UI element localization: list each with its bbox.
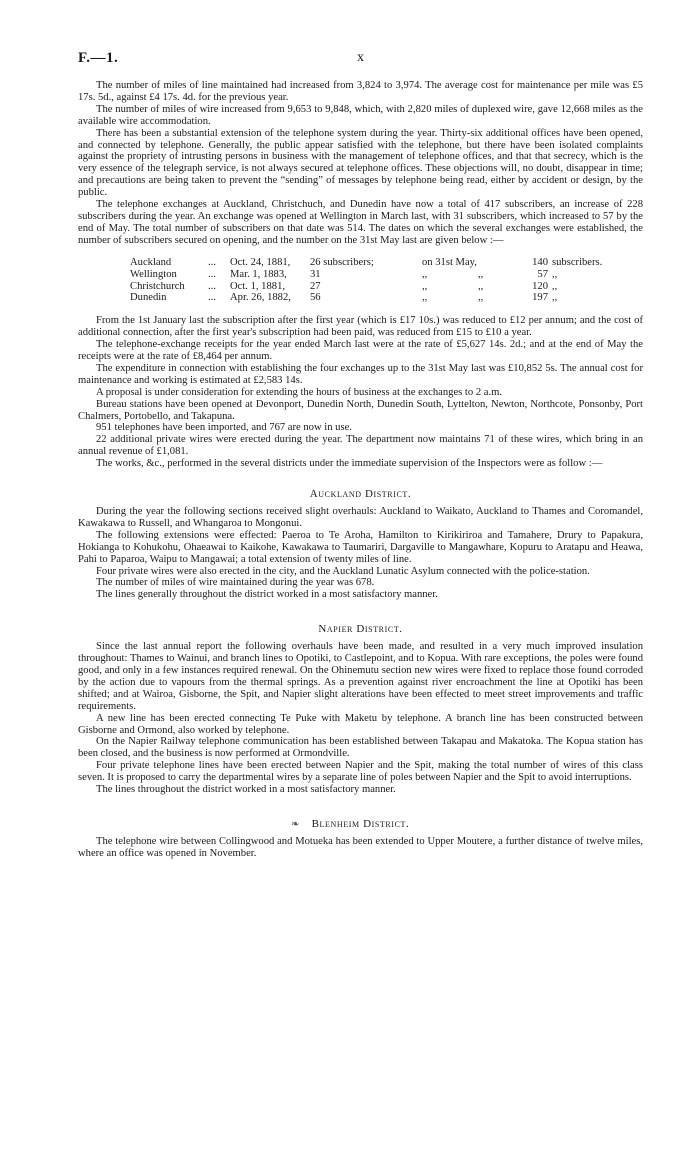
table-cell: on 31st May,: [422, 256, 477, 268]
paragraph: A proposal is under consideration for extending the hours of business at the exchanges to 2 a.m.: [96, 386, 503, 398]
paragraph: Four private telephone lines have been erected between Napier and the Spit, making the total number of wires of this class seven. It is proposed to carry the departmental wires by a separate line of poles between Napier and the Spit to avoid interruptions.: [78, 760, 643, 784]
table-cell: Wellington: [130, 268, 177, 280]
table-cell: Mar. 1, 1883,: [230, 268, 287, 280]
paper-reference: F.—1.: [78, 50, 119, 66]
paragraph: 22 additional private wires were erected during the year. The department now maintains 71 of these wires, which bring in an annual revenue of £1,081.: [78, 434, 643, 458]
section-heading-auckland: Auckland District.: [309, 488, 412, 501]
table-cell: ,,: [422, 292, 428, 304]
table-cell: ...: [208, 292, 216, 304]
paragraph: The telephone exchanges at Auckland, Christchuch, and Dunedin have now a total of 417 subscribers, an increase of 228 subscribers during the year. An exchange was opened at Wellington in March last, with 31 subscribers, which increased to 57 by the end of May. The total number of subscribers on that date was 514. The dates on which the several exchanges were established, the number of subscribers secured on opening, and the number on the 31st May last are given below :—: [78, 199, 643, 246]
table-row: [130, 281, 602, 293]
table-cell: ,,: [478, 280, 484, 292]
paragraph: 951 telephones have been imported, and 767 are now in use.: [96, 422, 352, 434]
exchange-table: [130, 257, 602, 305]
table-cell: ...: [208, 280, 216, 292]
table-cell: 26 subscribers;: [310, 256, 374, 268]
table-cell: ,,: [478, 292, 484, 304]
page-header: [78, 50, 643, 70]
paragraph: During the year the following sections received slight overhauls: Auckland to Waikato, Auckland to Thames and Coromandel, Kawakawa to Russell, and Whangaroa to Mongonui.: [78, 506, 643, 529]
paragraph: There has been a substantial extension of the telephone system during the year. Thirty-six additional offices have been opened, and connected by telephone. Generally, the public appear satisfied with the telephone, but there have been isolated complaints against the propriety of intrusting persons in business with the management of telephone offices, and that that secrecy, which is the very essence of the telegraph service, is not always secured at telephone offices. These objections will, no doubt, disappear in time; and precautions are being taken to prevent the “sending” of messages by telephone being read, either by accident or design, by the public.: [78, 127, 643, 199]
table-cell: ...: [208, 268, 216, 280]
paragraph: Four private wires were also erected in the city, and the Auckland Lunatic Asylum connected with the police-station.: [96, 565, 590, 577]
table-cell: Christchurch: [130, 280, 185, 292]
table-cell: 57: [537, 268, 548, 280]
paragraph: Bureau stations have been opened at Devonport, Dunedin North, Dunedin South, Lyttelton, Newton, Northcote, Ponsonby, Port Chalmers, Portobello, and Takapuna.: [78, 398, 643, 422]
table-cell: Oct. 24, 1881,: [230, 256, 291, 268]
paragraph: The telephone wire between Collingwood and Motueka has been extended to Upper Moutere, a further distance of twelve miles, where an office was opened in November.: [78, 835, 643, 859]
table-cell: ,,: [422, 280, 428, 292]
paragraph: The expenditure in connection with establishing the four exchanges up to the 31st May last was £10,852 5s. The annual cost for maintenance and working is estimated at £2,583 14s.: [78, 362, 643, 386]
heading-row-blenheim: [78, 819, 643, 831]
paragraph: The telephone-exchange receipts for the year ended March last were at the rate of £5,627 14s. 2d.; and at the end of May the receipts were at the rate of £8,464 per annum.: [78, 339, 643, 363]
table-row: [130, 292, 602, 304]
table-cell: ,,: [552, 268, 558, 280]
paragraph: From the 1st January last the subscription after the first year (which is £17 10s.) was reduced to £12 per annum; and the cost of additional connection, after the first year's subscription had been paid, was reduced from £15 to £10 a year.: [78, 315, 643, 339]
table-cell: ...: [208, 256, 216, 268]
paragraph: Since the last annual report the following overhauls have been made, and resulted in a very much improved insulation throughout: Thames to Wainui, and branch lines to Opotiki, to Castlepoint, and to Kopua. With rare exceptions, the poles were found good, and only in a few instances required renewal. On the Ohinemutu section new wires were fixed to replace those found corroded by the action due to vapours from the thermal springs. As a prevention against river encroachment the line at Opotiki has been shifted; and at Wairoa, Gisborne, the Spit, and Napier slight alterations have been effected to meet street improvements and traffic requirements.: [78, 641, 643, 712]
table-cell: subscribers.: [552, 256, 603, 268]
table-cell: 56: [310, 292, 321, 304]
page-number: x: [357, 50, 364, 65]
table-cell: Dunedin: [130, 292, 167, 304]
table-cell: Apr. 26, 1882,: [230, 292, 291, 304]
table-cell: 27: [310, 280, 321, 292]
table-cell: ,,: [552, 292, 558, 304]
paragraph: A new line has been erected connecting Te Puke with Maketu by telephone. A branch line has been constructed between Gisborne and Ormond, also worked by telephone.: [78, 712, 643, 736]
paragraph: The number of miles of wire increased from 9,653 to 9,848, which, with 2,820 miles of duplexed wire, gave 12,668 miles as the available wire accommodation.: [78, 103, 643, 127]
table-row: [130, 269, 602, 281]
table-cell: ,,: [552, 280, 558, 292]
table-cell: ,,: [422, 268, 428, 280]
table-cell: 31: [310, 268, 321, 280]
paragraph: The works, &c., performed in the several districts under the immediate supervision of the Inspectors were as follow :—: [96, 458, 603, 470]
table-cell: Auckland: [130, 256, 172, 268]
printer-ornament-icon: ❧: [291, 818, 300, 830]
table-cell: 140: [532, 256, 548, 268]
section-heading-napier: Napier District.: [318, 623, 403, 636]
section-heading-blenheim: Blenheim District.: [311, 817, 410, 830]
paragraph: The following extensions were effected: Paeroa to Te Aroha, Hamilton to Kirikiriroa and Tamahere, Drury to Papakura, Hokianga to Kohukohu, Ohaeawai to Kaikohe, Kawakawa to Taumariri, Dargaville to Mangawhare, Kopuru to Aratapu and Heawa, Pahi to Paparoa, Waipu to Mangawai; a total extension of twenty miles of line.: [78, 529, 643, 565]
body-text: [78, 80, 643, 860]
paragraph: The lines generally throughout the district worked in a most satisfactory manner.: [96, 589, 438, 601]
paragraph: The number of miles of wire maintained during the year was 678.: [96, 577, 375, 589]
table-cell: 120: [532, 280, 548, 292]
table-cell: [478, 257, 508, 269]
paragraph: The number of miles of line maintained had increased from 3,824 to 3,974. The average cost for maintenance per mile was £5 17s. 5d., against £4 17s. 4d. for the previous year.: [78, 80, 643, 103]
table-row: [130, 257, 602, 269]
table-cell: 197: [532, 292, 548, 304]
table-cell: Oct. 1, 1881,: [230, 280, 286, 292]
paragraph: On the Napier Railway telephone communication has been established between Takapau and Makatoka. The Kopua station has been closed, and the business is now performed at Ormondville.: [78, 736, 643, 760]
table-cell: ,,: [478, 268, 484, 280]
paragraph: The lines throughout the district worked in a most satisfactory manner.: [96, 784, 396, 796]
